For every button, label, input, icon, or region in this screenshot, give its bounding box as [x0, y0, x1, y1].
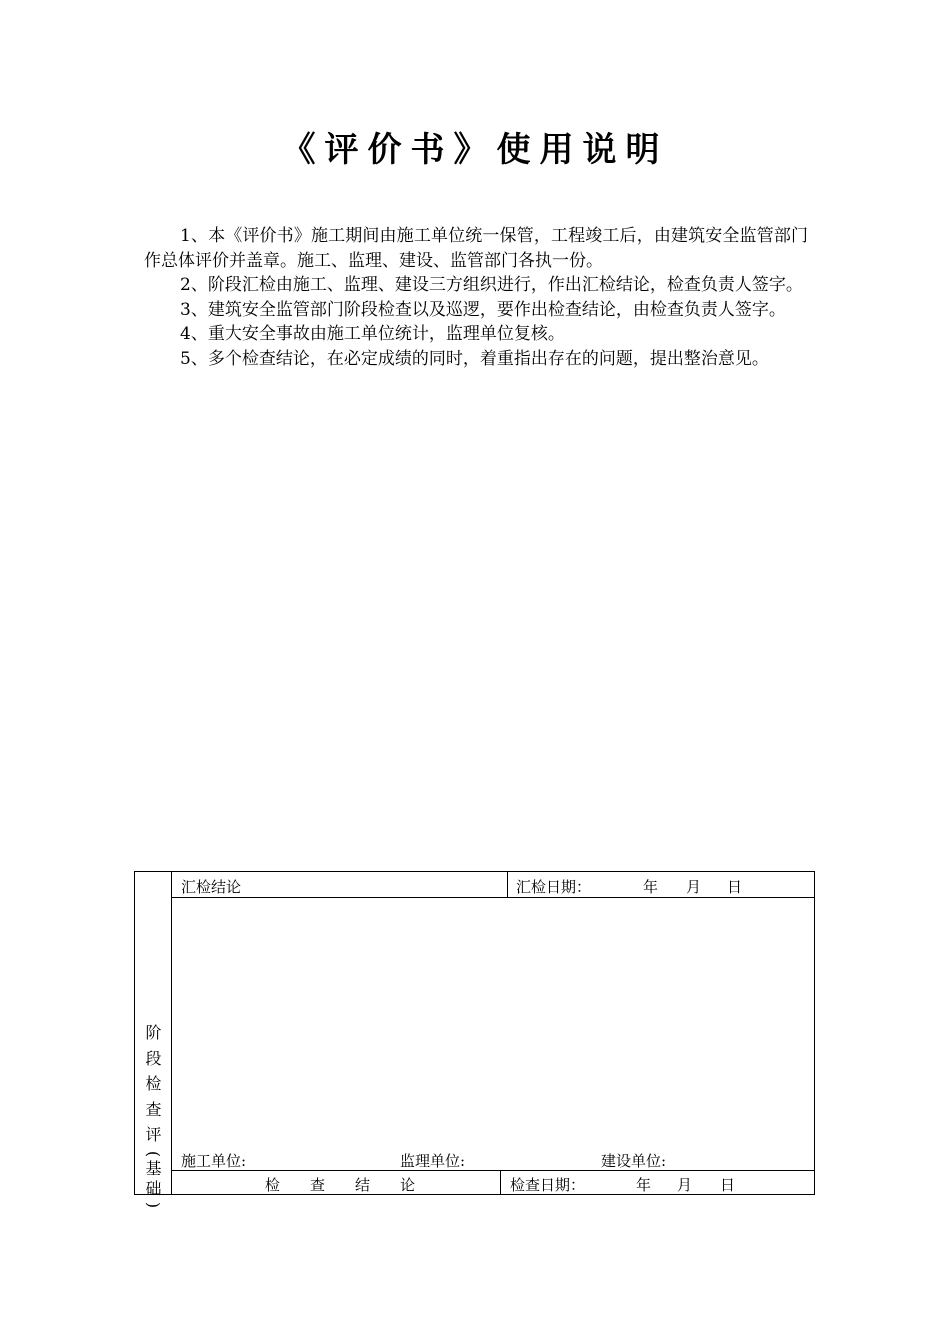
- side-label-char: 评: [145, 1125, 162, 1144]
- summary-conclusion-area[interactable]: [172, 898, 814, 1148]
- summary-year-label: 年: [643, 878, 659, 896]
- inspection-date-label: 检查日期：: [510, 1176, 586, 1194]
- instructions: [144, 224, 808, 371]
- instruction-item-4: 4、重大安全事故由施工单位统计，监理单位复核。: [180, 324, 565, 344]
- side-label-char: 检: [145, 1074, 162, 1093]
- stage-inspection-form: [134, 871, 815, 1208]
- bottom-row-divider: [171, 1170, 814, 1171]
- side-label-char: 础: [145, 1178, 162, 1198]
- header-date-divider: [507, 872, 508, 898]
- instruction-item-2: 2、阶段汇检由施工、监理、建设三方组织进行，作出汇检结论，检查负责人签字。: [180, 275, 803, 295]
- instruction-item-1: 1、本《评价书》施工期间由施工单位统一保管，工程竣工后，由建筑安全监管部门作总体评价并盖章。施工、监理、建设、监管部门各执一份。: [144, 226, 808, 271]
- construction-unit-label: 施工单位:: [181, 1152, 247, 1170]
- summary-date-label: 汇检日期：: [516, 878, 592, 896]
- side-label-char: 查: [145, 1099, 162, 1119]
- summary-month-label: 月: [686, 878, 702, 896]
- inspection-year-label: 年: [636, 1176, 652, 1194]
- side-label-char: 基: [145, 1158, 162, 1178]
- inspection-conclusion-label: 检 查 结 论: [265, 1176, 416, 1194]
- owner-unit-label: 建设单位:: [601, 1152, 667, 1170]
- side-label-paren-open: (: [144, 1150, 164, 1157]
- side-label-paren-close: ): [144, 1201, 164, 1208]
- instruction-item-5: 5、多个检查结论，在必定成绩的同时，着重指出存在的问题，提出整治意见。: [180, 348, 769, 369]
- bottom-date-divider: [500, 1170, 501, 1194]
- side-label-char: 阶: [145, 1023, 162, 1042]
- instruction-item-3: 3、建筑安全监管部门阶段检查以及巡逻，要作出检查结论，由检查负责人签字。: [180, 299, 786, 320]
- inspection-month-label: 月: [677, 1176, 693, 1194]
- supervision-unit-label: 监理单位:: [400, 1152, 466, 1170]
- summary-conclusion-label: 汇检结论: [181, 878, 242, 896]
- side-label-stage-inspection: [135, 1020, 172, 1210]
- page-title: 《评价书》使用说明: [281, 130, 669, 170]
- side-label-char: 段: [145, 1048, 162, 1068]
- summary-day-label: 日: [727, 878, 743, 896]
- inspection-day-label: 日: [720, 1176, 736, 1194]
